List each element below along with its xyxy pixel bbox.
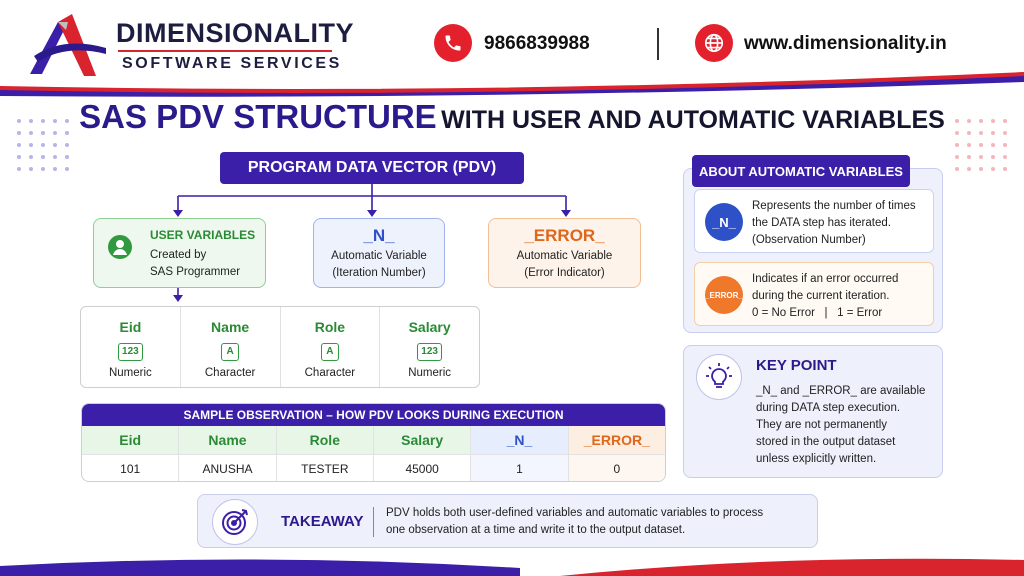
character-icon: A	[221, 343, 239, 361]
user-icon	[108, 235, 132, 259]
column-header: _ERROR_	[569, 426, 665, 454]
error-variable-node	[488, 218, 641, 288]
table-cell: 0	[569, 454, 665, 482]
table-cell: ANUSHA	[179, 454, 276, 482]
key-point-line: _N_ and _ERROR_ are available	[756, 385, 926, 397]
n-badge-icon: _N_	[705, 203, 743, 241]
n-info-card	[694, 189, 934, 253]
column-header: Salary	[374, 426, 471, 454]
n-info-line: Represents the number of times	[752, 200, 916, 212]
table-cell: 45000	[374, 454, 471, 482]
n-info-text	[752, 198, 916, 249]
character-icon: A	[321, 343, 339, 361]
takeaway-panel	[197, 494, 818, 548]
variable-type: Character	[304, 367, 356, 379]
column-header: Name	[179, 426, 276, 454]
variable-column	[380, 307, 479, 387]
variable-name: Role	[314, 319, 346, 335]
error-variable-title: _ERROR_	[524, 226, 605, 245]
n-variable-title: _N_	[363, 226, 395, 245]
variable-column	[181, 307, 281, 387]
error-info-card	[694, 262, 934, 326]
key-point-line: during DATA step execution.	[756, 402, 901, 414]
lightbulb-icon	[696, 354, 742, 400]
variable-type: Numeric	[408, 367, 452, 379]
key-point-line: stored in the output dataset	[756, 436, 896, 448]
takeaway-text	[386, 505, 763, 539]
n-info-line: (Observation Number)	[752, 234, 866, 246]
brand-subtitle: SOFTWARE SERVICES	[122, 55, 342, 72]
key-point-line: unless explicitly written.	[756, 453, 877, 465]
brand-divider	[118, 50, 332, 52]
about-title: ABOUT AUTOMATIC VARIABLES	[692, 155, 910, 187]
n-variable-desc	[314, 248, 444, 282]
sample-observation-table	[81, 403, 666, 482]
takeaway-line: PDV holds both user-defined variables and automatic variables to process	[386, 507, 764, 519]
error-variable-desc	[489, 248, 640, 282]
user-variables-title: USER VARIABLES	[150, 228, 256, 242]
globe-icon	[695, 24, 733, 62]
user-variables-desc	[150, 247, 240, 281]
brand-name: DIMENSIONALITY	[116, 18, 355, 48]
error-badge-icon: _ERROR_	[705, 276, 743, 314]
user-variables-node	[93, 218, 266, 288]
column-header: Eid	[82, 426, 179, 454]
header-swoosh	[0, 70, 1024, 100]
variable-column	[81, 307, 181, 387]
variable-type: Numeric	[108, 367, 152, 379]
takeaway-line: one observation at a time and write it to the output dataset.	[386, 524, 686, 536]
phone-number[interactable]: 9866839988	[484, 33, 590, 54]
variable-name: Name	[211, 319, 250, 335]
title-sub: WITH USER AND AUTOMATIC VARIABLES	[441, 106, 945, 134]
phone-icon	[434, 24, 472, 62]
about-automatic-variables-panel	[683, 163, 943, 333]
website-link[interactable]: www.dimensionality.in	[744, 33, 947, 54]
error-info-line: Indicates if an error occurred	[752, 273, 899, 285]
table-cell: 101	[82, 454, 179, 482]
takeaway-title: TAKEAWAY	[281, 513, 364, 530]
user-variables-line1: Created by	[150, 249, 207, 261]
user-variables-line2: SAS Programmer	[150, 266, 241, 278]
variable-column	[281, 307, 381, 387]
pdv-label: PROGRAM DATA VECTOR (PDV)	[220, 152, 524, 184]
title-main: SAS PDV STRUCTURE	[79, 98, 437, 135]
column-header: _N_	[471, 426, 568, 454]
table-row	[82, 454, 665, 482]
variable-name: Eid	[119, 319, 142, 335]
n-variable-node	[313, 218, 445, 288]
error-info-text	[752, 271, 898, 322]
key-point-line: They are not permanently	[756, 419, 888, 431]
numeric-icon: 123	[118, 343, 143, 361]
table-cell: 1	[471, 454, 568, 482]
error-variable-line1: Automatic Variable	[516, 250, 613, 262]
key-point-panel	[683, 345, 943, 478]
numeric-icon: 123	[417, 343, 442, 361]
table-header-row	[82, 426, 665, 454]
sample-observation-title: SAMPLE OBSERVATION – HOW PDV LOOKS DURING EXECUTION	[82, 404, 665, 426]
n-info-line: the DATA step has iterated.	[752, 217, 891, 229]
n-variable-line2: (Iteration Number)	[332, 267, 426, 279]
header-separator	[657, 28, 659, 60]
table-cell: TESTER	[277, 454, 374, 482]
takeaway-divider	[373, 507, 374, 537]
column-header: Role	[277, 426, 374, 454]
variable-type: Character	[204, 367, 256, 379]
error-info-line: during the current iteration.	[752, 290, 890, 302]
key-point-text	[756, 383, 925, 468]
key-point-title: KEY POINT	[756, 357, 837, 374]
footer-swoosh	[0, 548, 1024, 576]
user-variables-table	[80, 306, 480, 388]
error-variable-line2: (Error Indicator)	[524, 267, 605, 279]
error-info-line: 0 = No Error | 1 = Error	[752, 307, 883, 319]
page-title	[0, 98, 1024, 136]
variable-name: Salary	[408, 319, 451, 335]
n-variable-line1: Automatic Variable	[331, 250, 427, 262]
target-icon	[212, 499, 258, 545]
